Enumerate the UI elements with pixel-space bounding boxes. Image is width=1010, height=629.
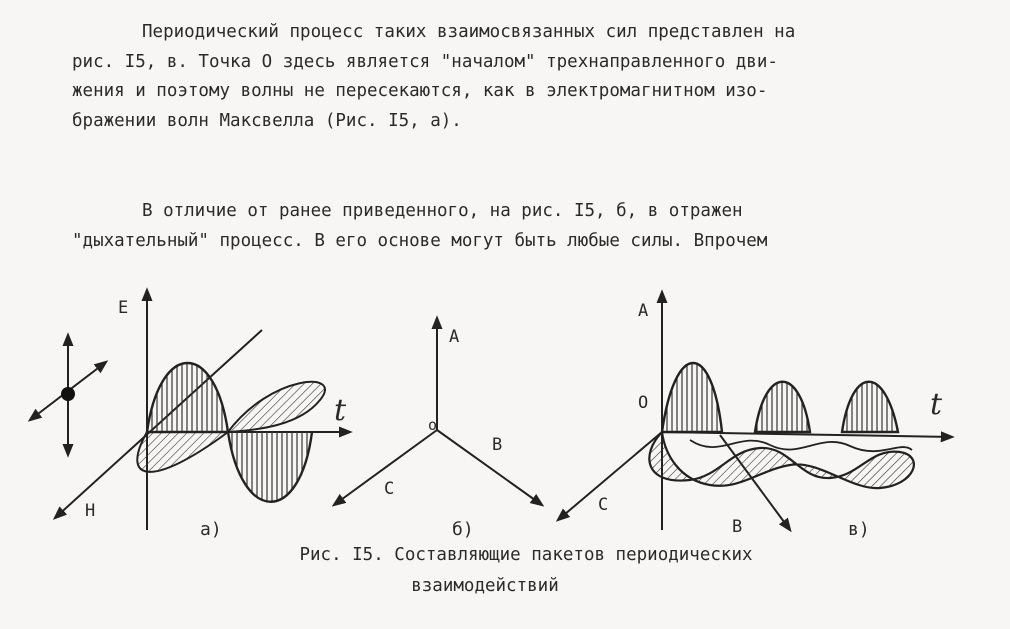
wave-hump: [662, 363, 722, 432]
label-origin: o: [428, 416, 438, 434]
label-t: t: [930, 387, 943, 422]
wave-hump: [755, 382, 810, 432]
c-axis: [558, 432, 662, 520]
h-wave-lobe: [228, 382, 325, 432]
label-b: B: [732, 517, 743, 537]
label-a: A: [638, 301, 649, 321]
wave-hump: [842, 382, 898, 432]
e-wave-lobe: [228, 432, 312, 502]
label-b: B: [492, 435, 503, 455]
polarization-symbol: [30, 335, 106, 455]
text-line: бражении волн Максвелла (Рис. I5, а).: [72, 110, 462, 131]
panel-c-caption: в): [848, 519, 870, 540]
panel-b: [334, 318, 542, 540]
panel-b-caption: б): [452, 519, 474, 540]
text-line: рис. I5, в. Точка O здесь является "началом" трехнаправленного дви-: [72, 51, 778, 72]
text-line: жения и поэтому волны не пересекаются, как в электромагнитном изо-: [72, 81, 768, 101]
caption-line-2: взаимодействий: [411, 576, 559, 596]
panel-a: [30, 290, 350, 540]
label-t: t: [334, 393, 347, 428]
wave-tangle: [690, 440, 912, 451]
text-line: "дыхательный" процесс. В его основе могут быть любые силы. Впрочем: [72, 230, 768, 251]
label-origin: O: [638, 393, 649, 413]
caption-line-1: Рис. I5. Составляющие пакетов периодических: [299, 545, 753, 565]
h-wave-lobe: [137, 432, 228, 472]
text-line: Периодический процесс таких взаимосвязанных сил представлен на: [142, 22, 796, 42]
label-c: C: [598, 495, 609, 515]
label-c: C: [384, 479, 395, 499]
figure-caption: [0, 540, 1010, 602]
text-line: В отличие от ранее приведенного, на рис. I5, б, в отражен: [142, 201, 743, 221]
figure-15: [0, 280, 1010, 540]
label-a: A: [449, 327, 460, 347]
label-e: E: [118, 298, 129, 318]
paragraph-2: [72, 197, 972, 256]
paragraph-1: [72, 18, 972, 136]
b-axis: [437, 430, 542, 505]
panel-a-caption: а): [200, 519, 222, 540]
label-h: H: [85, 501, 96, 521]
e-wave-lobe: [147, 363, 228, 432]
panel-c: [558, 292, 952, 540]
wave-lower-lobes: [649, 432, 914, 488]
